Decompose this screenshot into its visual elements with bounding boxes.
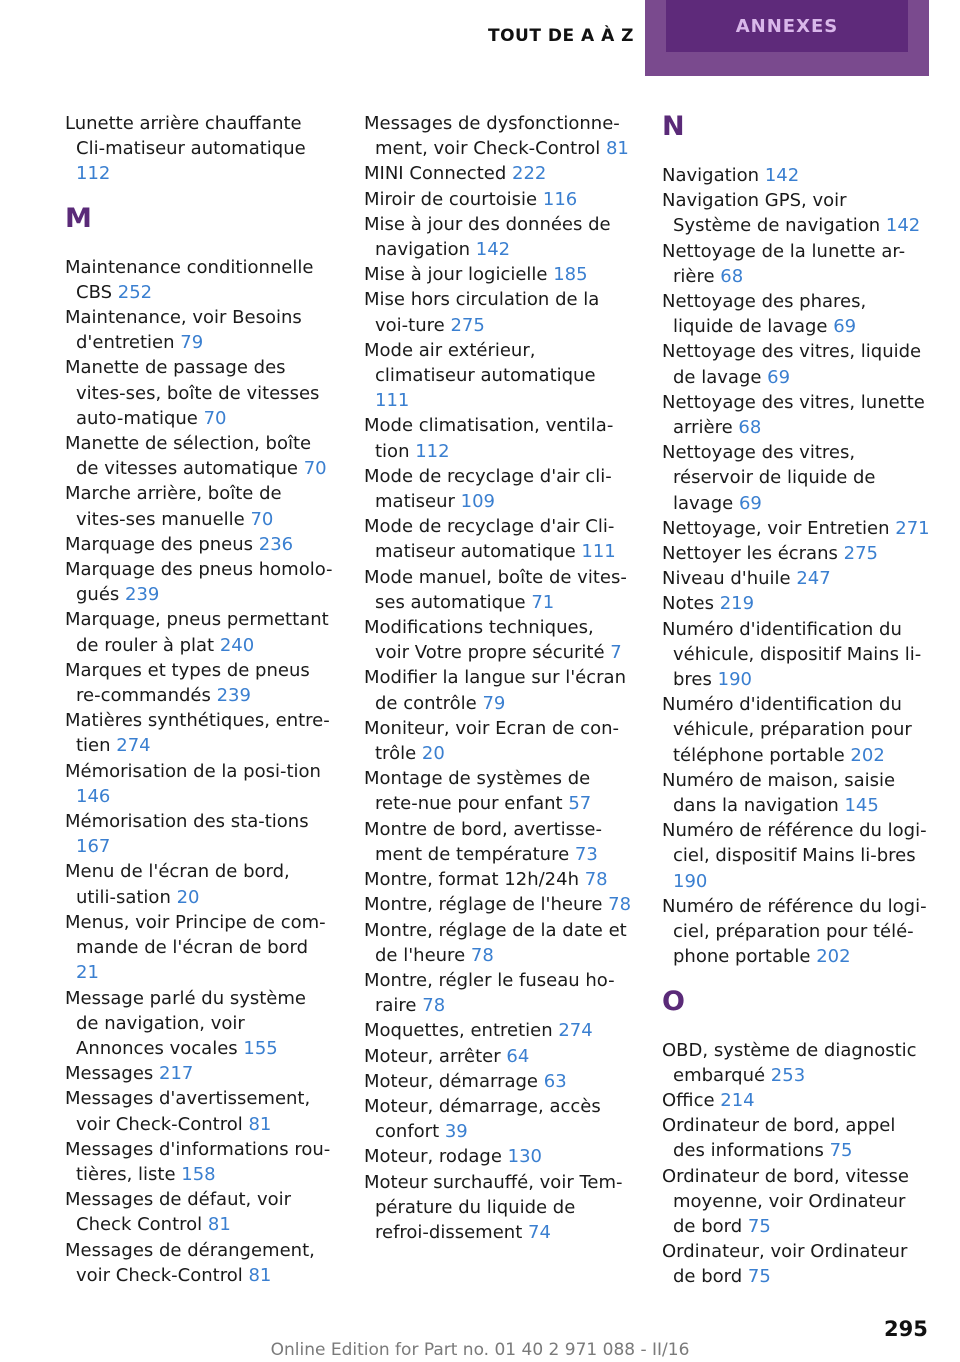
index-entry — [65, 1086, 333, 1136]
index-entry-text: Manette de sélection, boîte de vitesses automatique — [65, 433, 312, 480]
page-reference-link[interactable]: 73 — [574, 843, 598, 865]
index-entry — [65, 1187, 333, 1237]
index-entry — [662, 188, 930, 238]
page-reference-link[interactable]: 142 — [475, 239, 511, 261]
page-reference-link[interactable]: 70 — [203, 407, 227, 429]
index-column-1 — [65, 111, 333, 1288]
index-entry-text: Messages d'informations rou-tières, liste — [65, 1138, 331, 1185]
page-reference-link[interactable]: 7 — [610, 642, 622, 664]
index-entry — [364, 111, 632, 161]
index-entry-text: Ordinateur, voir Ordinateur de bord — [662, 1241, 908, 1288]
page-reference-link[interactable]: 111 — [581, 541, 616, 563]
index-entry — [65, 859, 333, 909]
index-entry — [65, 255, 333, 305]
index-entry — [662, 1113, 930, 1163]
page-reference-link[interactable]: 274 — [558, 1020, 593, 1042]
page-reference-link[interactable]: 70 — [303, 458, 327, 480]
index-entry — [65, 532, 333, 557]
page-reference-link[interactable]: 74 — [528, 1221, 551, 1243]
index-entry — [65, 305, 333, 355]
page-number: 295 — [884, 1317, 928, 1341]
index-entry — [364, 262, 632, 287]
index-entry-text: Mémorisation des sta-tions — [65, 811, 309, 833]
index-entry — [364, 338, 632, 414]
index-entry-text: Notes — [662, 593, 714, 615]
index-letter-o: O — [662, 985, 685, 1017]
page-reference-link[interactable]: 20 — [421, 743, 445, 765]
index-entry-text: Maintenance, voir Besoins d'entretien — [65, 307, 302, 354]
index-entry-text: Nettoyer les écrans — [662, 543, 838, 565]
index-entry-text: Manette de passage des vites-ses, boîte de vitesses auto-matique — [65, 357, 320, 429]
index-entry-text: Marquage des pneus homolo-gués — [65, 559, 333, 606]
page-reference-link[interactable]: 39 — [444, 1121, 468, 1143]
index-entry — [364, 1144, 632, 1169]
index-entry — [662, 1038, 930, 1088]
index-entry — [662, 818, 930, 894]
index-entry — [65, 910, 333, 986]
page-reference-link[interactable]: 239 — [125, 584, 160, 606]
index-entry — [364, 565, 632, 615]
index-entry-text: Moniteur, voir Ecran de con-trôle — [364, 717, 619, 765]
footer-edition: Online Edition for Part no. 01 40 2 971 088 - II/16 — [270, 1340, 690, 1360]
index-entry-text: Numéro d'identification du véhicule, dispositif Mains li-bres — [662, 618, 922, 691]
index-entry-text: Nettoyage des vitres, réservoir de liquide de lavage — [662, 442, 876, 514]
index-entry — [65, 986, 333, 1062]
index-entry-text: Montre, réglage de l'heure — [364, 894, 603, 916]
index-entry — [364, 867, 632, 892]
page-reference-link[interactable]: 69 — [738, 492, 762, 514]
index-entry — [65, 431, 333, 481]
index-entry — [364, 1094, 632, 1144]
index-entry-text: Montre, régler le fuseau ho-raire — [364, 969, 615, 1017]
index-entry — [662, 566, 930, 591]
index-entry-text: Numéro d'identification du véhicule, préparation pour téléphone portable — [662, 694, 912, 766]
chapter-tab-label: ANNEXES — [666, 0, 908, 52]
index-entry — [364, 1044, 632, 1069]
page-reference-link[interactable]: 239 — [216, 685, 251, 707]
index-entry — [662, 541, 930, 566]
index-entry-text: Marche arrière, boîte de vites-ses manuelle — [65, 483, 282, 530]
page-reference-link[interactable]: 158 — [181, 1163, 216, 1185]
index-entry — [662, 591, 930, 616]
index-entry — [65, 111, 333, 187]
page-reference-link[interactable]: 111 — [375, 390, 410, 412]
index-entry-text: Numéro de référence du logi-ciel, dispositif Mains li-bres — [662, 820, 927, 867]
index-entry — [364, 968, 632, 1018]
index-entry — [364, 1018, 632, 1043]
page-reference-link[interactable]: 70 — [250, 508, 274, 530]
index-entry-text: Mise hors circulation de la voi-ture — [364, 289, 600, 336]
index-entry-text: Numéro de maison, saisie dans la navigation — [662, 769, 896, 817]
index-entry — [364, 1170, 632, 1246]
page-reference-link[interactable]: 236 — [258, 533, 294, 555]
index-entry — [65, 557, 333, 607]
page-reference-link[interactable]: 81 — [248, 1113, 272, 1135]
index-entry-text: Ordinateur de bord, vitesse moyenne, voir Ordinateur de bord — [662, 1165, 910, 1237]
page-reference-link[interactable]: 69 — [833, 316, 857, 338]
page-reference-link[interactable]: 142 — [764, 165, 800, 186]
page-reference-link[interactable]: 75 — [747, 1266, 771, 1288]
page-reference-link[interactable]: 214 — [720, 1089, 755, 1111]
index-entry — [662, 894, 930, 970]
page-reference-link[interactable]: 75 — [747, 1215, 771, 1237]
page-reference-link[interactable]: 81 — [248, 1264, 272, 1286]
page-reference-link[interactable]: 167 — [76, 836, 111, 858]
index-entry — [364, 918, 632, 968]
page-reference-link[interactable]: 130 — [507, 1146, 542, 1168]
page-reference-link[interactable]: 145 — [844, 795, 879, 817]
index-letter-n: N — [662, 111, 685, 142]
index-entry-text: MINI Connected — [364, 163, 507, 185]
index-entry-text: Numéro de référence du logi-ciel, préparation pour télé-phone portable — [662, 895, 927, 968]
index-entry — [364, 212, 632, 262]
index-entry-text: Moteur, arrêter — [364, 1045, 501, 1067]
index-entry-text: Marques et types de pneus re-commandés — [65, 659, 310, 707]
index-entry — [662, 163, 930, 188]
page-reference-link[interactable]: 190 — [717, 669, 752, 691]
page-reference-link[interactable]: 274 — [116, 735, 151, 757]
index-entry — [364, 892, 632, 917]
index-entry-text: Moteur, démarrage, accès confort — [364, 1095, 601, 1143]
page-reference-link[interactable]: 63 — [543, 1070, 567, 1092]
index-entry-text: Mise à jour logicielle — [364, 264, 548, 286]
index-entry-text: Message parlé du système de navigation, voir Annonces vocales — [65, 987, 306, 1059]
index-entry-text: Mode de recyclage d'air Cli-matiseur automatique — [364, 516, 615, 563]
index-entry-text: Nettoyage des phares, liquide de lavage — [662, 291, 867, 338]
index-entry — [364, 413, 632, 463]
index-entry — [662, 516, 930, 541]
index-entry — [65, 607, 333, 657]
index-entry — [662, 390, 930, 440]
index-entry — [662, 1239, 930, 1289]
index-entry-text: Marquage, pneus permettant de rouler à plat — [65, 609, 329, 656]
page-reference-link[interactable]: 78 — [422, 995, 446, 1017]
index-entry-text: Montage de systèmes de rete-nue pour enfant — [364, 768, 591, 815]
index-entry — [364, 766, 632, 816]
page-reference-link[interactable]: 75 — [829, 1140, 853, 1162]
index-entry-text: Messages de dysfonctionne-ment, voir Check-Control — [364, 113, 620, 160]
page-reference-link[interactable]: 253 — [770, 1064, 806, 1086]
page-reference-link[interactable]: 219 — [719, 593, 755, 615]
index-entry-text: Messages — [65, 1063, 154, 1085]
index-entry — [65, 658, 333, 708]
index-entry-text: Mise à jour des données de navigation — [364, 213, 611, 261]
page-reference-link[interactable]: 252 — [117, 281, 153, 303]
page-reference-link[interactable]: 142 — [885, 215, 921, 237]
index-entry — [65, 1061, 333, 1086]
index-entry — [662, 239, 930, 289]
index-entry-text: Moteur, démarrage — [364, 1070, 539, 1092]
page-reference-link[interactable]: 155 — [243, 1037, 278, 1059]
index-entry — [364, 1069, 632, 1094]
index-entry-text: Menu de l'écran de bord, utili-sation — [65, 861, 290, 908]
index-entry-text: Matières synthétiques, entre-tien — [65, 710, 330, 757]
index-entry-text: Ordinateur de bord, appel des informations — [662, 1115, 896, 1162]
index-entry — [364, 514, 632, 564]
index-entry — [364, 287, 632, 337]
index-column-2 — [364, 111, 632, 1245]
index-entry — [662, 289, 930, 339]
page-reference-link[interactable]: 64 — [506, 1045, 530, 1067]
page-reference-link[interactable]: 21 — [76, 962, 99, 984]
section-title: TOUT DE A À Z — [488, 26, 634, 46]
index-entry-text: Messages de dérangement, voir Check-Control — [65, 1239, 315, 1286]
index-entry-text: Moquettes, entretien — [364, 1020, 553, 1042]
index-entry — [662, 692, 930, 768]
index-entry — [364, 615, 632, 665]
page-reference-link[interactable]: 68 — [720, 265, 744, 287]
index-entry-text: Navigation GPS, voir Système de navigation — [662, 190, 881, 237]
index-entry-text: Miroir de courtoisie — [364, 188, 538, 210]
page-reference-link[interactable]: 202 — [816, 946, 851, 968]
page-reference-link[interactable]: 78 — [470, 944, 494, 966]
page-reference-link[interactable]: 78 — [584, 869, 608, 891]
page-reference-link[interactable]: 185 — [553, 264, 588, 286]
page-reference-link[interactable]: 57 — [568, 793, 592, 815]
index-entry-text: Moteur, rodage — [364, 1146, 502, 1168]
index-entry-text: OBD, système de diagnostic embarqué — [662, 1039, 917, 1086]
index-entry — [662, 617, 930, 693]
page-reference-link[interactable]: 71 — [531, 591, 555, 613]
index-entry-text: Lunette arrière chauffante Cli-matiseur automatique — [65, 113, 306, 160]
index-entry — [65, 355, 333, 431]
index-entry-text: Menus, voir Principe de com-mande de l'écran de bord — [65, 911, 326, 959]
index-entry-text: Nettoyage de la lunette ar-rière — [662, 240, 906, 287]
index-entry — [364, 161, 632, 186]
page-reference-link[interactable]: 79 — [180, 332, 204, 354]
index-entry-text: Mode climatisation, ventila-tion — [364, 415, 614, 462]
index-letter-m: M — [65, 202, 92, 234]
index-entry-text: Navigation — [662, 165, 760, 186]
index-entry-text: Mode air extérieur, climatiseur automatique — [364, 339, 596, 387]
page-reference-link[interactable]: 275 — [843, 543, 878, 565]
page-reference-link[interactable]: 78 — [608, 894, 632, 916]
index-entry-text: Nettoyage des vitres, lunette arrière — [662, 391, 925, 439]
page-reference-link[interactable]: 202 — [850, 744, 885, 766]
index-entry — [65, 481, 333, 531]
index-entry-text: Montre, format 12h/24h — [364, 869, 579, 891]
chapter-tab[interactable] — [645, 0, 929, 76]
page-reference-link[interactable]: 79 — [482, 692, 506, 714]
page-reference-link[interactable]: 275 — [450, 314, 485, 336]
index-entry-text: Messages d'avertissement, voir Check-Control — [65, 1088, 311, 1135]
index-entry — [364, 665, 632, 715]
index-entry — [662, 339, 930, 389]
index-entry-text: Maintenance conditionnelle CBS — [65, 256, 314, 303]
index-entry-text: Mode de recyclage d'air cli-matiseur — [364, 465, 612, 513]
page-reference-link[interactable]: 81 — [207, 1214, 231, 1236]
index-entry — [65, 708, 333, 758]
page-reference-link[interactable]: 81 — [605, 138, 629, 160]
page-reference-link[interactable]: 112 — [415, 440, 450, 462]
index-entry — [364, 464, 632, 514]
page-reference-link[interactable]: 109 — [460, 491, 495, 513]
page-reference-link[interactable]: 222 — [512, 163, 547, 185]
index-entry — [65, 1137, 333, 1187]
index-entry-text: Nettoyage, voir Entretien — [662, 517, 890, 539]
index-entry-text: Office — [662, 1089, 715, 1111]
index-column-3 — [662, 111, 930, 1290]
page-reference-link[interactable]: 247 — [796, 568, 831, 590]
index-entry — [364, 817, 632, 867]
index-entry-text: Modifier la langue sur l'écran de contrôle — [364, 667, 626, 714]
index-entry-text: Messages de défaut, voir Check Control — [65, 1189, 292, 1236]
index-entry-text: Montre de bord, avertisse-ment de température — [364, 818, 602, 865]
page-reference-link[interactable]: 240 — [219, 634, 255, 656]
page-reference-link[interactable]: 69 — [767, 366, 791, 388]
index-entry — [662, 1088, 930, 1113]
index-entry-text: Nettoyage des vitres, liquide de lavage — [662, 341, 922, 388]
index-entry — [364, 187, 632, 212]
index-entry — [65, 1238, 333, 1288]
index-entry-text: Moteur surchauffé, voir Tem-pérature du liquide de refroi-dissement — [364, 1171, 623, 1243]
index-entry-text: Marquage des pneus — [65, 533, 254, 555]
page-reference-link[interactable]: 146 — [76, 785, 111, 807]
index-entry-text: Mode manuel, boîte de vites-ses automatique — [364, 566, 627, 613]
page-reference-link[interactable]: 20 — [176, 886, 200, 908]
index-entry — [662, 768, 930, 818]
page-reference-link[interactable]: 190 — [673, 870, 708, 892]
index-entry — [65, 809, 333, 859]
index-entry — [65, 759, 333, 809]
index-entry-text: Niveau d'huile — [662, 568, 791, 590]
index-entry — [662, 1164, 930, 1240]
index-entry-text: Modifications techniques, voir Votre propre sécurité — [364, 617, 605, 664]
index-entry-text: Montre, réglage de la date et de l'heure — [364, 919, 627, 966]
page-reference-link[interactable]: 217 — [159, 1063, 194, 1085]
index-entry — [662, 440, 930, 516]
index-entry-text: Mémorisation de la posi-tion — [65, 760, 321, 782]
page-reference-link[interactable]: 116 — [542, 188, 578, 210]
page-reference-link[interactable]: 68 — [738, 417, 762, 439]
page-reference-link[interactable]: 271 — [895, 517, 930, 539]
page-reference-link[interactable]: 112 — [76, 163, 111, 185]
index-entry — [364, 716, 632, 766]
